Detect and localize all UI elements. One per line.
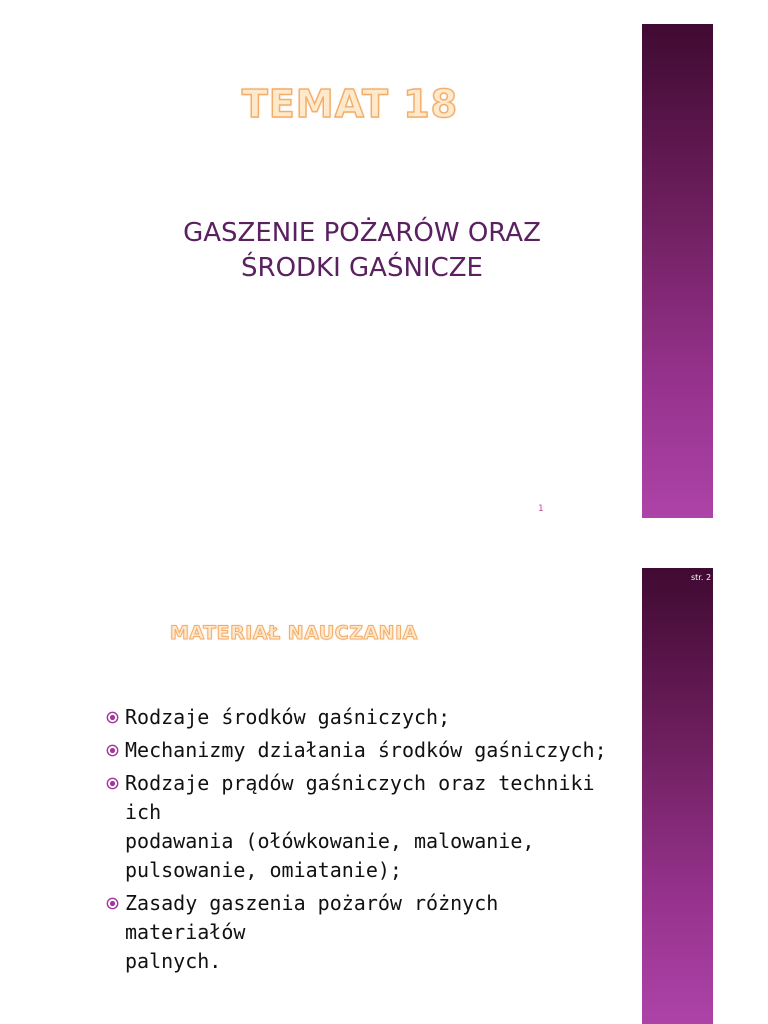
slide-2 (0, 545, 768, 1024)
bullet-text: Rodzaje środków gaśniczych; (125, 705, 451, 729)
subtitle-line-2: ŚRODKI GAŚNICZE (241, 253, 483, 283)
bullet-text-line-2: podawania (ołówkowanie, malowanie, (125, 829, 535, 853)
list-item (106, 769, 626, 885)
page-label: str. 2 (691, 573, 712, 582)
side-accent-bar (642, 568, 713, 1024)
section-heading: MATERIAŁ NAUCZANIA (170, 622, 418, 644)
bullet-text-line-3: pulsowanie, omiatanie); (125, 858, 402, 882)
bullet-text: Mechanizmy działania środków gaśniczych; (125, 738, 607, 762)
circle-bullet-icon (106, 777, 119, 790)
bullet-text-line-1: Rodzaje prądów gaśniczych oraz techniki ich (125, 771, 595, 824)
circle-bullet-icon (106, 897, 119, 910)
list-item (106, 703, 626, 732)
circle-bullet-icon (106, 744, 119, 757)
list-item (106, 736, 626, 765)
slide-title: TEMAT 18 (241, 82, 459, 126)
subtitle-line-1: GASZENIE POŻARÓW ORAZ (183, 218, 541, 248)
bullet-list (106, 703, 626, 980)
page-number: 1 (538, 504, 544, 514)
list-item (106, 889, 626, 976)
circle-bullet-icon (106, 711, 119, 724)
slide-subtitle (0, 216, 724, 286)
bullet-text-line-1: Zasady gaszenia pożarów różnych materiałów (125, 891, 499, 944)
bullet-text-line-2: palnych. (125, 949, 222, 973)
